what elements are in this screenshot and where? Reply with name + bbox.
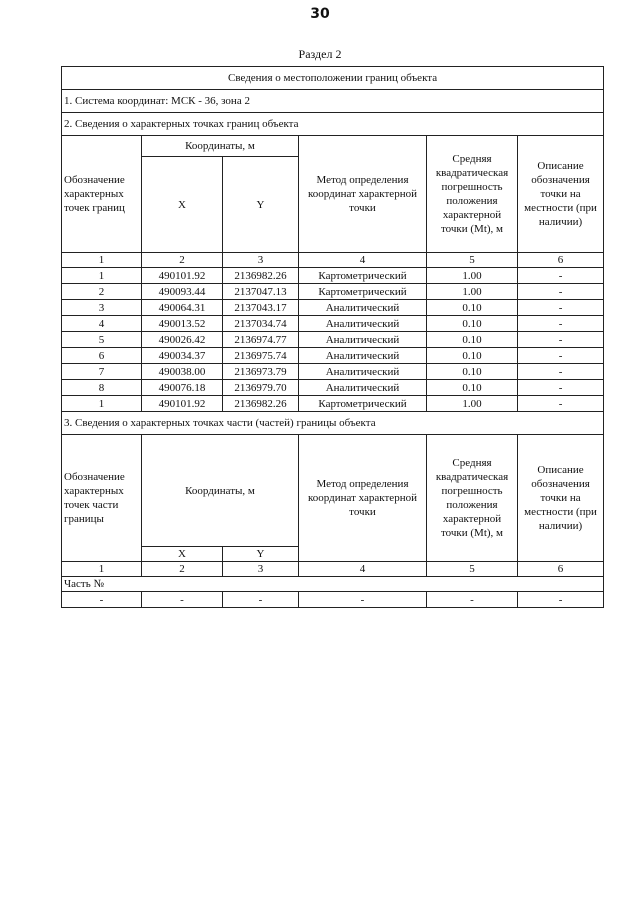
x-value: 490034.37 — [142, 348, 223, 364]
accuracy-value: 0.10 — [427, 332, 518, 348]
accuracy-value: 0.10 — [427, 364, 518, 380]
y-value: 2136982.26 — [223, 268, 299, 284]
s2-col-number: 6 — [518, 253, 604, 268]
accuracy-value: 1.00 — [427, 284, 518, 300]
x-value: 490013.52 — [142, 316, 223, 332]
point-number: 3 — [62, 300, 142, 316]
s2-col-number: 4 — [299, 253, 427, 268]
method-value: Картометрический — [299, 396, 427, 412]
empty-cell: - — [299, 592, 427, 608]
description-value: - — [518, 364, 604, 380]
method-value: Картометрический — [299, 268, 427, 284]
s2-col-number: 2 — [142, 253, 223, 268]
table-title: Сведения о местоположении границ объекта — [62, 67, 604, 90]
y-value: 2136975.74 — [223, 348, 299, 364]
y-value: 2136973.79 — [223, 364, 299, 380]
boundary-table — [61, 66, 604, 608]
table-row — [62, 284, 604, 300]
table-row — [62, 268, 604, 284]
empty-cell: - — [142, 592, 223, 608]
s3-header-x: X — [142, 547, 223, 562]
x-value: 490026.42 — [142, 332, 223, 348]
x-value: 490076.18 — [142, 380, 223, 396]
s2-col-number: 5 — [427, 253, 518, 268]
s3-header-accuracy: Средняя квадратическая погрешность положения характерной точки (Mt), м — [427, 435, 518, 562]
s2-header-accuracy: Средняя квадратическая погрешность положения характерной точки (Mt), м — [427, 136, 518, 253]
x-value: 490101.92 — [142, 268, 223, 284]
y-value: 2137043.17 — [223, 300, 299, 316]
method-value: Аналитический — [299, 364, 427, 380]
table-row — [62, 380, 604, 396]
table-row — [62, 348, 604, 364]
method-value: Аналитический — [299, 300, 427, 316]
description-value: - — [518, 348, 604, 364]
x-value: 490038.00 — [142, 364, 223, 380]
empty-cell: - — [518, 592, 604, 608]
method-value: Картометрический — [299, 284, 427, 300]
method-value: Аналитический — [299, 348, 427, 364]
s2-header-coords: Координаты, м — [142, 136, 299, 157]
section3-title: 3. Сведения о характерных точках части (частей) границы объекта — [62, 412, 604, 435]
section-label: Раздел 2 — [298, 47, 342, 61]
point-number: 2 — [62, 284, 142, 300]
point-number: 6 — [62, 348, 142, 364]
point-number: 1 — [62, 268, 142, 284]
s3-col-number: 3 — [223, 562, 299, 577]
description-value: - — [518, 316, 604, 332]
empty-cell: - — [223, 592, 299, 608]
description-value: - — [518, 332, 604, 348]
x-value: 490101.92 — [142, 396, 223, 412]
empty-cell: - — [62, 592, 142, 608]
y-value: 2136979.70 — [223, 380, 299, 396]
table-row — [62, 300, 604, 316]
accuracy-value: 0.10 — [427, 300, 518, 316]
description-value: - — [518, 284, 604, 300]
y-value: 2137047.13 — [223, 284, 299, 300]
description-value: - — [518, 396, 604, 412]
s3-col-number: 4 — [299, 562, 427, 577]
accuracy-value: 1.00 — [427, 268, 518, 284]
s3-header-description: Описание обозначения точки на местности (при наличии) — [518, 435, 604, 562]
description-value: - — [518, 300, 604, 316]
s2-header-method: Метод определения координат характерной точки — [299, 136, 427, 253]
table-row — [62, 592, 604, 608]
empty-cell: - — [427, 592, 518, 608]
s3-header-method: Метод определения координат характерной точки — [299, 435, 427, 562]
method-value: Аналитический — [299, 380, 427, 396]
section2-title: 2. Сведения о характерных точках границ объекта — [62, 113, 604, 136]
accuracy-value: 0.10 — [427, 316, 518, 332]
s2-header-x: X — [142, 157, 223, 253]
point-number: 4 — [62, 316, 142, 332]
s2-header-y: Y — [223, 157, 299, 253]
method-value: Аналитический — [299, 316, 427, 332]
s2-header-description: Описание обозначения точки на местности (при наличии) — [518, 136, 604, 253]
s2-header-point: Обозначение характерных точек границ — [62, 136, 142, 253]
s3-col-number: 5 — [427, 562, 518, 577]
x-value: 490064.31 — [142, 300, 223, 316]
description-value: - — [518, 268, 604, 284]
point-number: 1 — [62, 396, 142, 412]
s3-header-y: Y — [223, 547, 299, 562]
point-number: 7 — [62, 364, 142, 380]
method-value: Аналитический — [299, 332, 427, 348]
point-number: 5 — [62, 332, 142, 348]
s2-col-number: 1 — [62, 253, 142, 268]
s2-col-number: 3 — [223, 253, 299, 268]
s3-col-number: 6 — [518, 562, 604, 577]
y-value: 2136982.26 — [223, 396, 299, 412]
coord-system: 1. Система координат: МСК - 36, зона 2 — [62, 90, 604, 113]
s3-col-number: 1 — [62, 562, 142, 577]
table-row — [62, 316, 604, 332]
table-row — [62, 396, 604, 412]
accuracy-value: 0.10 — [427, 348, 518, 364]
point-number: 8 — [62, 380, 142, 396]
page-number: 30 — [310, 6, 330, 22]
part-label: Часть № — [62, 577, 604, 592]
table-row — [62, 332, 604, 348]
y-value: 2136974.77 — [223, 332, 299, 348]
s3-header-coords: Координаты, м — [142, 435, 299, 547]
accuracy-value: 1.00 — [427, 396, 518, 412]
s3-col-number: 2 — [142, 562, 223, 577]
table-row — [62, 364, 604, 380]
accuracy-value: 0.10 — [427, 380, 518, 396]
description-value: - — [518, 380, 604, 396]
y-value: 2137034.74 — [223, 316, 299, 332]
x-value: 490093.44 — [142, 284, 223, 300]
s3-header-point: Обозначение характерных точек части границы — [62, 435, 142, 562]
